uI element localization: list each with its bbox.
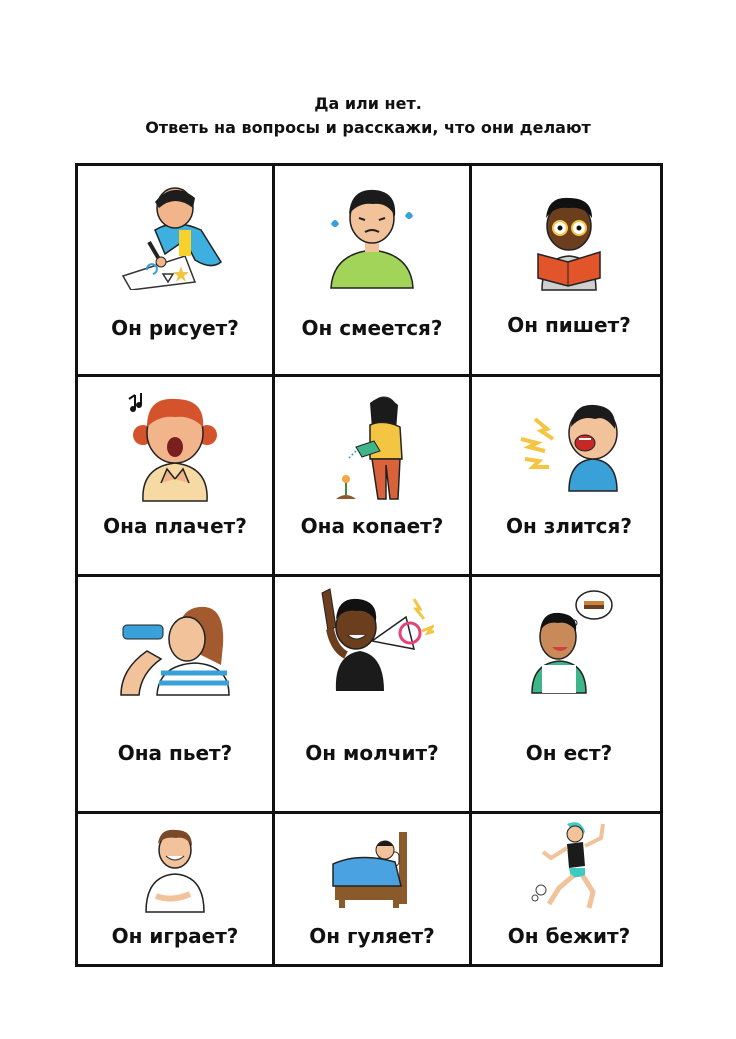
card-caption: Он ест? bbox=[525, 741, 613, 765]
card-caption: Он пишет? bbox=[507, 313, 631, 337]
card-8[interactable] bbox=[275, 577, 469, 811]
boy-crying-icon bbox=[317, 184, 427, 290]
card-6[interactable] bbox=[472, 377, 666, 574]
title-line-1: Да или нет. bbox=[314, 94, 422, 113]
title-line-2: Ответь на вопросы и расскажи, что они делают bbox=[145, 118, 591, 137]
card-12[interactable] bbox=[472, 814, 666, 964]
card-10[interactable] bbox=[78, 814, 272, 964]
boy-drawing-icon bbox=[115, 178, 235, 290]
boy-megaphone-icon bbox=[310, 583, 434, 693]
girl-watering-plant-icon bbox=[330, 395, 414, 501]
girl-running-icon bbox=[529, 818, 609, 912]
card-caption: Он играет? bbox=[111, 924, 239, 948]
card-caption: Он молчит? bbox=[305, 741, 439, 765]
card-caption: Он рисует? bbox=[111, 316, 239, 340]
card-2[interactable] bbox=[275, 166, 469, 374]
girl-drinking-icon bbox=[117, 599, 233, 697]
boy-shouting-icon bbox=[517, 399, 621, 495]
card-caption: Она плачет? bbox=[103, 514, 247, 538]
boy-hungry-icon bbox=[524, 589, 614, 697]
worksheet-title bbox=[0, 92, 736, 140]
card-caption: Он злится? bbox=[506, 514, 632, 538]
card-caption: Он смеется? bbox=[301, 316, 443, 340]
card-3[interactable] bbox=[472, 166, 666, 374]
card-9[interactable] bbox=[472, 577, 666, 811]
card-5[interactable] bbox=[275, 377, 469, 574]
card-caption: Она копает? bbox=[300, 514, 444, 538]
card-caption: Она пьет? bbox=[117, 741, 233, 765]
card-7[interactable] bbox=[78, 577, 272, 811]
card-1[interactable] bbox=[78, 166, 272, 374]
card-caption: Он бежит? bbox=[507, 924, 631, 948]
card-4[interactable] bbox=[78, 377, 272, 574]
boy-reading-icon bbox=[524, 192, 614, 292]
man-laughing-icon bbox=[142, 822, 208, 914]
card-caption: Он гуляет? bbox=[309, 924, 435, 948]
boy-sleeping-icon bbox=[329, 824, 415, 908]
girl-singing-icon bbox=[125, 387, 225, 503]
card-11[interactable] bbox=[275, 814, 469, 964]
card-grid bbox=[75, 163, 663, 967]
